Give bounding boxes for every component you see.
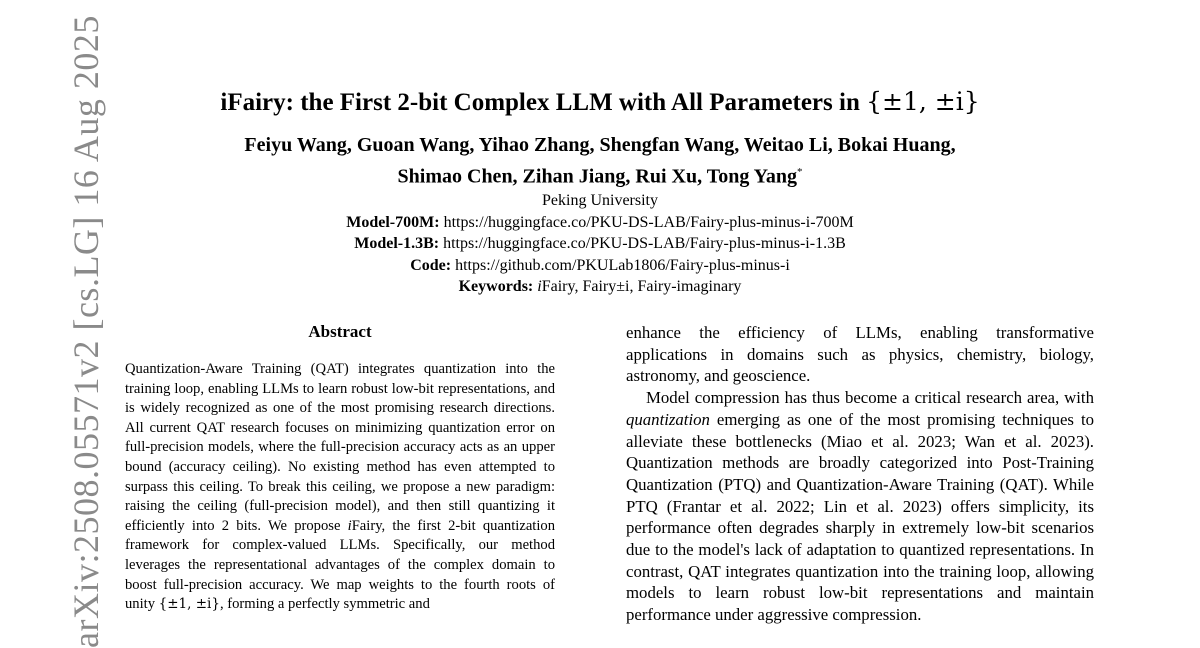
corresponding-author-mark: * xyxy=(796,166,803,178)
abstract-italic-i: i xyxy=(347,517,352,534)
paper-title xyxy=(0,86,1200,119)
keywords-line xyxy=(0,276,1200,298)
left-column xyxy=(125,320,555,615)
model-700m-label: Model-700M: xyxy=(346,213,440,231)
intro-paragraph-2 xyxy=(626,387,1094,626)
code-label: Code: xyxy=(410,256,452,274)
arxiv-identifier-stamp: arXiv:2508.05571v2 [cs.LG] 16 Aug 2025 xyxy=(66,15,106,648)
model-1-3b-link-line xyxy=(0,233,1200,255)
authors-line-2 xyxy=(0,159,1200,191)
abstract-body xyxy=(125,360,555,615)
abstract-text-part-3: , forming a perfectly symmetric and xyxy=(219,596,430,613)
abstract-text-part-1: Quantization-Aware Training (QAT) integrates quantization into the training loop, enabling LLMs to learn robust low-bit representations, and is widely recognized as one of the most promising research directions. All current QAT research focuses on minimizing quantization error on full-precision models, where the full-precision accuracy acts as an upper bound (accuracy ceiling). No existing method has even attempted to surpass this ceiling. To break this ceiling, we propose a new paradigm: raising the ceiling (full-precision model), and then still quantizing it efficiently into 2 bits. We propose xyxy=(125,361,555,534)
authors-line-2-text: Shimao Chen, Zihan Jiang, Rui Xu, Tong Yang xyxy=(397,165,797,188)
keywords-label: Keywords: xyxy=(458,278,534,295)
author-list xyxy=(0,132,1200,191)
keywords-text: Fairy, Fairy±i, Fairy-imaginary xyxy=(541,278,742,295)
authors-line-1: Feiyu Wang, Guoan Wang, Yihao Zhang, Shengfan Wang, Weitao Li, Bokai Huang, xyxy=(244,134,956,156)
code-link-line xyxy=(0,255,1200,277)
intro-paragraph-2-a: Model compression has thus become a critical research area, with xyxy=(646,388,1094,408)
keywords-italic-i: i xyxy=(537,278,542,295)
right-column xyxy=(626,322,1094,626)
affiliation: Peking University xyxy=(542,192,658,209)
model-700m-link-line xyxy=(0,212,1200,234)
model-1-3b-label: Model-1.3B: xyxy=(354,235,440,252)
paper-title-math: {±1, ±i} xyxy=(866,87,980,116)
paper-metadata xyxy=(0,190,1200,298)
intro-paragraph-2-b: emerging as one of the most promising techniques to alleviate these bottlenecks (Miao et al. 2023; Wan et al. 2023). Quantization methods are broadly categorized into Post-Training Quantization (PTQ) and Quantization-Aware Training (QAT). While PTQ (Frantar et al. 2022; Lin et al. 2023) offers simplicity, its performance often degrades sharply in extremely low-bit scenarios due to the model's lack of adaptation to quantized representations. In contrast, QAT integrates quantization into the training loop, allowing models to learn robust low-bit representations and maintain performance under aggressive compression. xyxy=(626,409,1094,625)
abstract-text-part-2: Fairy, the first 2-bit quantization framework for complex-valued LLMs. Specifically, our method leverages the representational advantages of the complex domain to boost full-precision accuracy. We map weights to the fourth roots of unity xyxy=(125,517,555,613)
paper-title-text: iFairy: the First 2-bit Complex LLM with All Parameters in xyxy=(220,89,860,116)
intro-paragraph-1: enhance the efficiency of LLMs, enabling transformative applications in domains such as physics, chemistry, biology, astronomy, and geoscience. xyxy=(626,323,1094,386)
abstract-roots-of-unity-math: {±1, ±i} xyxy=(158,596,220,613)
abstract-heading: Abstract xyxy=(308,322,372,341)
model-700m-link[interactable]: https://huggingface.co/PKU-DS-LAB/Fairy-plus-minus-i-700M xyxy=(443,213,854,231)
intro-italic-quantization: quantization xyxy=(626,409,710,429)
code-link[interactable]: https://github.com/PKULab1806/Fairy-plus-minus-i xyxy=(455,256,790,274)
model-1-3b-link[interactable]: https://huggingface.co/PKU-DS-LAB/Fairy-plus-minus-i-1.3B xyxy=(443,235,846,252)
